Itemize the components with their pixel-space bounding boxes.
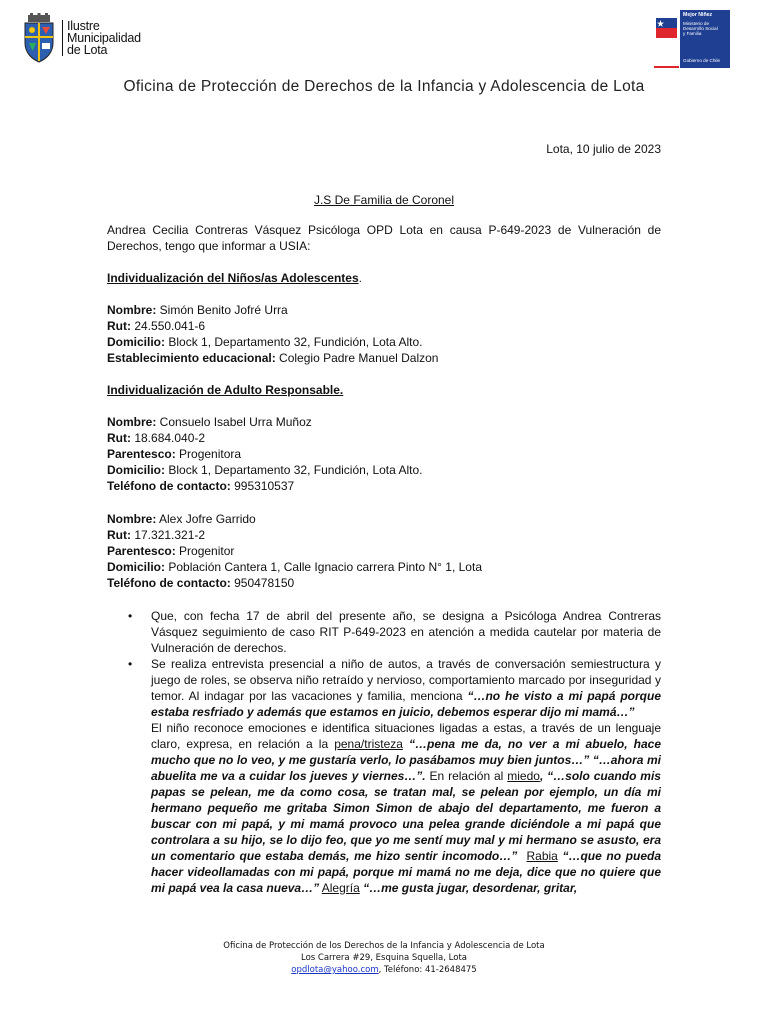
municipality-logo xyxy=(22,12,202,64)
emotion-label: pena/tristeza xyxy=(334,737,403,751)
logo-line: Ilustre xyxy=(67,19,100,33)
field-value: 18.684.040-2 xyxy=(131,431,206,445)
email-link[interactable]: opdlota@yahoo.com xyxy=(291,965,379,975)
gov-text: y Familia xyxy=(683,31,702,36)
field-label: Nombre: xyxy=(107,415,157,429)
field-value: Progenitora xyxy=(175,447,242,461)
list-item xyxy=(124,656,661,896)
adult2-name-row xyxy=(107,511,661,527)
intro-paragraph: Andrea Cecilia Contreras Vásquez Psicóloga OPD Lota en causa P-649-2023 de Vulneración de Derechos, tengo que informar a USIA: xyxy=(107,223,661,253)
adult2-rut-row xyxy=(107,527,661,543)
report-bullets xyxy=(124,608,661,896)
field-label: Parentesco: xyxy=(107,544,176,558)
footer-contact xyxy=(0,964,768,976)
paragraph-text: El niño reconoce emociones e identifica situaciones ligadas a estas, a través de un lenguaje claro, expresa, en relación a la xyxy=(151,721,661,751)
field-value: Simón Benito Jofré Urra xyxy=(156,303,288,317)
adult2-info xyxy=(107,511,661,591)
adult1-name-row xyxy=(107,414,661,430)
field-value: Block 1, Departamento 32, Fundición, Lota Alto. xyxy=(165,335,423,349)
field-label: Teléfono de contacto: xyxy=(107,576,231,590)
field-label: Rut: xyxy=(107,528,131,542)
footer-address: Los Carrera #29, Esquina Squella, Lota xyxy=(300,953,467,963)
child-info xyxy=(107,302,661,366)
bullet-icon: • xyxy=(128,609,133,623)
gov-text: Desarrollo Social xyxy=(683,26,718,31)
child-domicilio-row xyxy=(107,334,661,350)
adult1-parentesco-row xyxy=(107,446,661,462)
government-logo xyxy=(654,10,730,68)
list-item xyxy=(124,608,661,656)
bullet-text: Se realiza entrevista presencial a niño de autos, a través de conversación semiestructura y juego de roles, se observa niño retraído y nervioso, comportamiento marcado por inseguridad y temor. Al indagar por las vacaciones y familia, menciona xyxy=(151,657,661,703)
field-label: Rut: xyxy=(107,431,131,445)
field-value: 24.550.041-6 xyxy=(131,319,206,333)
child-quote: “…pena me da, no ver a mi abuelo, hace mucho que no lo veo, y me gustaría verlo, lo pasábamos muy bien juntos…” “…ahora mi abuelita me va a cuidar los jueves y viernes…”. xyxy=(151,737,661,783)
adult1-info xyxy=(107,414,661,494)
field-label: Domicilio: xyxy=(107,463,166,477)
municipality-name xyxy=(62,20,141,56)
child-school-row xyxy=(107,350,661,366)
field-value: Alex Jofre Garrido xyxy=(156,512,256,526)
field-value: 17.321.321-2 xyxy=(131,528,206,542)
logo-line: Municipalidad xyxy=(67,31,141,45)
child-name-row xyxy=(107,302,661,318)
field-label: Domicilio: xyxy=(107,560,166,574)
field-value: Block 1, Departamento 32, Fundición, Lota Alto. xyxy=(165,463,423,477)
addressee: J.S De Familia de Coronel xyxy=(313,193,455,207)
coat-of-arms-icon xyxy=(22,13,56,63)
adult1-phone-row xyxy=(107,478,661,494)
field-label: Nombre: xyxy=(107,303,157,317)
adult1-rut-row xyxy=(107,430,661,446)
child-section-title xyxy=(107,270,661,286)
field-label: Domicilio: xyxy=(107,335,166,349)
field-label: Parentesco: xyxy=(107,447,176,461)
field-value: 950478150 xyxy=(230,576,295,590)
field-value: Consuelo Isabel Urra Muñoz xyxy=(156,415,312,429)
office-title: Oficina de Protección de Derechos de la Infancia y Adolescencia de Lota xyxy=(123,78,645,95)
footer-phone: , Teléfono: 41-2648475 xyxy=(378,965,477,975)
field-value: Población Cantera 1, Calle Ignacio carrera Pinto N° 1, Lota xyxy=(165,560,482,574)
field-label: Teléfono de contacto: xyxy=(107,479,231,493)
field-value: Colegio Padre Manuel Dalzon xyxy=(275,351,439,365)
gov-red-bar xyxy=(654,66,679,68)
page-footer xyxy=(0,940,768,976)
emotion-label: Alegría xyxy=(321,881,360,895)
footer-office: Oficina de Protección de los Derechos de la Infancia y Adolescencia de Lota xyxy=(223,941,545,951)
child-quote: “…no he visto a mi papá porque estaba resfriado y además que estamos en juicio, debemos esperar dijo mi mamá…” xyxy=(151,689,662,719)
adult-section-title xyxy=(107,382,661,398)
emotion-label: miedo xyxy=(507,769,540,783)
chile-emblem-icon xyxy=(654,10,679,48)
child-quote: “…me gusta jugar, desordenar, gritar, xyxy=(359,881,578,895)
adult2-parentesco-row xyxy=(107,543,661,559)
emotion-label: Rabia xyxy=(526,849,558,863)
paragraph-text: En relación al xyxy=(425,769,508,783)
bullet-text: Que, con fecha 17 de abril del presente año, se designa a Psicóloga Andrea Contreras Vásquez seguimiento de caso RIT P-649-2023 en atención a medida cautelar por materia de Vulneración de derechos. xyxy=(151,609,661,655)
section-heading: Individualización del Niños/as Adolescentes xyxy=(107,271,359,285)
section-heading: Individualización de Adulto Responsable. xyxy=(107,383,344,397)
gov-text: Gobierno de Chile xyxy=(683,58,721,63)
emotions-paragraph xyxy=(151,720,661,896)
gov-text: Ministerio de xyxy=(683,21,710,26)
gov-text: Mejor Niñez xyxy=(683,12,713,18)
gov-emblem xyxy=(654,10,679,48)
child-quote: , “…solo cuando mis papas se pelean, me da como cosa, se tratan mal, se pelean por ejemplo, un día mi hermano pequeño me gritaba Simon Simon de abajo del departamento, me fueron a buscar con mi papá, y mi mamá provoco una pelea grande diciéndole a mi papá que controlara a su hijo, se lo dijo feo, que yo me sentí muy mal y mi hermano se asusto, era un comentario que estaba demás, me hizo sentir incomodo…” xyxy=(151,769,661,863)
adult1-domicilio-row xyxy=(107,462,661,478)
adult2-domicilio-row xyxy=(107,559,661,575)
bullet-icon: • xyxy=(128,657,133,671)
logo-line: de Lota xyxy=(67,43,108,57)
gov-ministry-panel xyxy=(680,10,730,68)
field-value: Progenitor xyxy=(175,544,235,558)
child-rut-row xyxy=(107,318,661,334)
field-value: 995310537 xyxy=(230,479,295,493)
section-heading-period: . xyxy=(358,271,362,285)
field-label: Nombre: xyxy=(107,512,157,526)
letter-date: Lota, 10 julio de 2023 xyxy=(546,142,661,156)
field-label: Establecimiento educacional: xyxy=(107,351,276,365)
adult2-phone-row xyxy=(107,575,661,591)
field-label: Rut: xyxy=(107,319,131,333)
child-quote: “…que no pueda hacer videollamadas con mi papá, porque mi mamá no me deja, dice que no quiere que mi papá vea la casa nueva…” xyxy=(151,849,661,895)
